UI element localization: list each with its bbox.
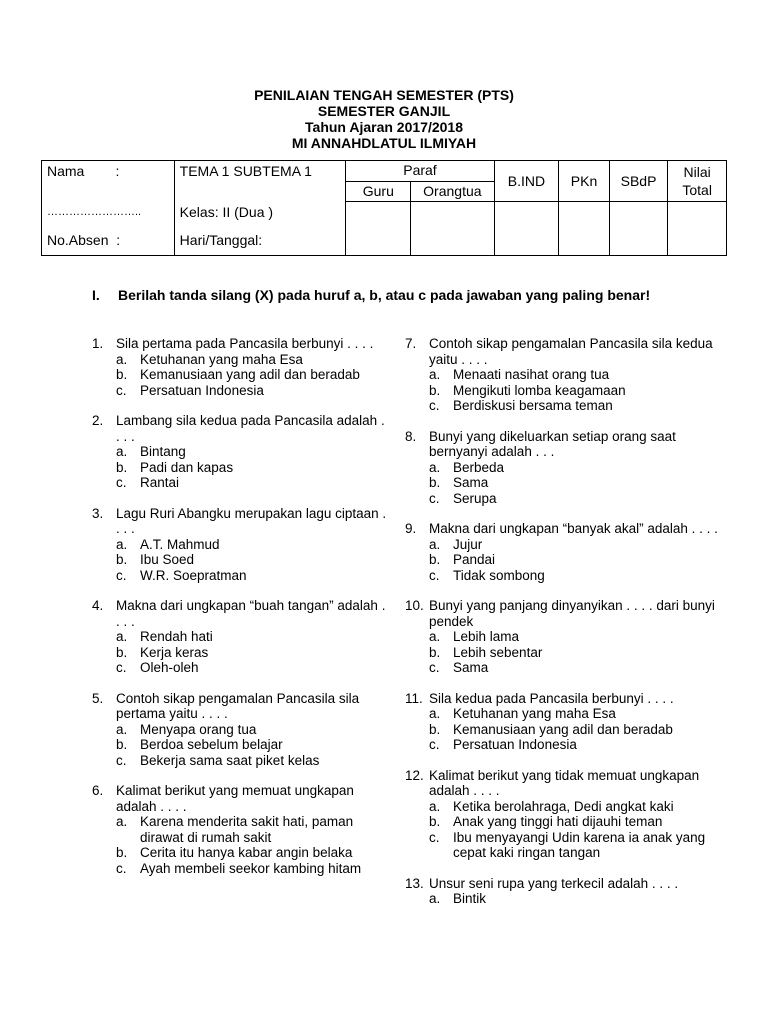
nama-dots: …………………….. (47, 205, 142, 218)
answer-option[interactable] (429, 383, 725, 399)
answer-option[interactable] (429, 830, 725, 861)
question-text: Bunyi yang dikeluarkan setiap orang saat bernyanyi adalah . . . (429, 428, 676, 459)
answer-option[interactable] (116, 737, 392, 753)
option-letter: b. (429, 721, 441, 737)
section-instruction (92, 287, 712, 304)
questions-left-column (92, 336, 392, 891)
hari-label: Hari/Tanggal: (179, 231, 263, 248)
answer-option[interactable] (429, 722, 725, 738)
question-item (405, 691, 725, 753)
question-number: 1. (92, 336, 104, 351)
answer-option[interactable] (116, 845, 392, 861)
question-number: 6. (92, 783, 104, 798)
answer-option[interactable] (116, 814, 392, 845)
sbdp-score-cell[interactable] (609, 202, 668, 256)
option-text: Serupa (453, 490, 497, 506)
question-number: 11. (405, 690, 423, 706)
option-letter: a. (429, 536, 441, 552)
question-text: Lambang sila kedua pada Pancasila adalah . . . . (116, 413, 385, 444)
option-text: Bekerja sama saat piket kelas (140, 752, 320, 768)
option-text: Jujur (453, 536, 483, 552)
option-letter: b. (429, 644, 441, 660)
guru-header: Guru (346, 181, 411, 202)
section-number: I. (92, 287, 100, 303)
option-text: A.T. Mahmud (140, 536, 220, 552)
option-text: Pandai (453, 552, 496, 567)
pkn-score-cell[interactable] (559, 202, 609, 256)
option-text: Ibu menyayangi Udin karena ia anak yang cepat kaki ringan tangan (453, 829, 706, 860)
pkn-header: PKn (559, 161, 609, 202)
option-letter: b. (429, 475, 441, 490)
option-letter: a. (116, 536, 128, 552)
question-number: 5. (92, 690, 104, 706)
option-text: Ibu Soed (140, 552, 195, 567)
answer-option[interactable] (116, 460, 392, 476)
option-text: Mengikuti lomba keagamaan (453, 382, 626, 398)
question-item (92, 598, 392, 676)
question-item (405, 598, 725, 676)
question-text: Kalimat berikut yang tidak memuat ungkapan adalah . . . . (429, 767, 700, 798)
answer-option[interactable] (429, 814, 725, 830)
answer-option[interactable] (429, 367, 725, 383)
option-text: Ketuhanan yang maha Esa (453, 706, 616, 721)
answer-option[interactable] (429, 568, 725, 584)
exam-title: PENILAIAN TENGAH SEMESTER (PTS) (254, 87, 514, 103)
option-letter: a. (429, 459, 441, 475)
question-number: 10. (405, 598, 424, 613)
option-letter: b. (116, 845, 128, 860)
answer-option[interactable] (429, 491, 725, 507)
option-text: Anak yang tinggi hati dijauhi teman (453, 814, 663, 829)
option-letter: b. (116, 459, 128, 475)
option-text: Kemanusiaan yang adil dan beradab (453, 721, 673, 737)
nama-label: Nama : (47, 163, 120, 179)
question-text: Makna dari ungkapan “buah tangan” adalah . . . . (116, 598, 386, 629)
nilai-label: Nilai (683, 164, 711, 180)
option-text: Sama (453, 475, 489, 490)
option-letter: c. (116, 382, 127, 398)
academic-year: Tahun Ajaran 2017/2018 (305, 119, 463, 135)
answer-option[interactable] (116, 645, 392, 661)
answer-option[interactable] (116, 629, 392, 645)
answer-option[interactable] (429, 645, 725, 661)
answer-option[interactable] (429, 660, 725, 676)
option-text: Kemanusiaan yang adil dan beradab (140, 367, 360, 382)
option-text: Sama (453, 660, 489, 675)
answer-option[interactable] (429, 799, 725, 815)
question-item (92, 691, 392, 769)
question-number: 2. (92, 413, 104, 428)
question-number: 8. (405, 428, 417, 444)
question-text: Bunyi yang panjang dinyanyikan . . . . dari bunyi pendek (429, 598, 715, 629)
answer-option[interactable] (429, 737, 725, 753)
question-number: 4. (92, 598, 104, 613)
question-item (92, 506, 392, 584)
answer-option[interactable] (116, 753, 392, 769)
option-letter: b. (116, 644, 128, 660)
option-text: Rantai (140, 475, 180, 490)
school-name: MI ANNAHDLATUL ILMIYAH (291, 135, 477, 151)
nama-cell (42, 161, 175, 202)
option-letter: a. (116, 629, 128, 644)
total-score-cell[interactable] (668, 202, 727, 256)
option-letter: b. (116, 552, 128, 567)
question-text: Contoh sikap pengamalan Pancasila sila kedua yaitu . . . . (429, 336, 713, 367)
option-text: W.R. Soepratman (140, 567, 247, 583)
answer-option[interactable] (116, 444, 392, 460)
option-letter: c. (116, 752, 127, 768)
option-text: Berdoa sebelum belajar (140, 737, 283, 752)
question-text: Lagu Ruri Abangku merupakan lagu ciptaan . . . . (116, 505, 387, 536)
option-text: Rendah hati (140, 629, 213, 644)
answer-option[interactable] (116, 722, 392, 738)
option-text: Ketika berolahraga, Dedi angkat kaki (453, 798, 674, 814)
answer-option[interactable] (116, 861, 392, 877)
answer-option[interactable] (429, 398, 725, 414)
option-letter: b. (429, 814, 441, 829)
question-item (92, 783, 392, 876)
question-text: Contoh sikap pengamalan Pancasila sila pertama yaitu . . . . (116, 690, 360, 721)
option-text: Tidak sombong (453, 567, 545, 583)
sbdp-header: SBdP (609, 161, 668, 202)
question-number: 9. (405, 521, 417, 536)
option-text: Lebih sebentar (453, 644, 543, 660)
answer-option[interactable] (116, 383, 392, 399)
question-number: 7. (405, 336, 417, 351)
instruction-text: Berilah tanda silang (X) pada huruf a, b, atau c pada jawaban yang paling benar! (118, 287, 651, 303)
option-letter: b. (429, 382, 441, 398)
option-letter: c. (429, 398, 440, 413)
answer-option[interactable] (429, 475, 725, 491)
option-text: Ayah membeli seekor kambing hitam (140, 860, 362, 876)
bind-score-cell[interactable] (494, 202, 559, 256)
option-letter: a. (429, 798, 441, 814)
option-text: Persatuan Indonesia (453, 737, 577, 752)
question-text: Kalimat berikut yang memuat ungkapan adalah . . . . (116, 783, 354, 814)
question-item (405, 521, 725, 583)
question-text: Sila kedua pada Pancasila berbunyi . . . . (429, 690, 674, 706)
option-text: Menaati nasihat orang tua (453, 367, 610, 382)
question-text: Makna dari ungkapan “banyak akal” adalah . . . . (429, 521, 718, 536)
question-text: Unsur seni rupa yang terkecil adalah . . . . (429, 875, 679, 891)
student-info-table (41, 160, 727, 256)
question-item (92, 413, 392, 491)
option-text: Berdiskusi bersama teman (453, 398, 613, 413)
answer-option[interactable] (429, 537, 725, 553)
option-letter: c. (116, 660, 127, 675)
option-text: Bintang (140, 444, 186, 459)
paraf-header: Paraf (346, 161, 494, 182)
tema-label: TEMA 1 SUBTEMA 1 (179, 163, 312, 179)
option-letter: c. (429, 737, 440, 752)
option-text: Oleh-oleh (140, 660, 199, 675)
answer-option[interactable] (116, 537, 392, 553)
kelas-label: Kelas: II (Dua ) (179, 203, 274, 220)
total-label: Total (682, 182, 712, 198)
option-letter: a. (116, 351, 128, 367)
option-letter: a. (116, 721, 128, 737)
option-letter: c. (429, 829, 440, 845)
option-letter: b. (116, 367, 128, 382)
option-letter: c. (429, 490, 440, 506)
orangtua-sign-cell[interactable] (411, 202, 494, 256)
question-item (92, 336, 392, 398)
question-number: 12. (405, 767, 424, 783)
question-number: 13. (405, 875, 424, 891)
answer-option[interactable] (429, 460, 725, 476)
option-letter: c. (116, 567, 127, 583)
option-letter: a. (116, 444, 128, 459)
question-item (405, 768, 725, 861)
option-text: Kerja keras (140, 644, 209, 660)
kelas-cell (174, 202, 346, 256)
question-text: Sila pertama pada Pancasila berbunyi . . . . (116, 336, 374, 351)
guru-sign-cell[interactable] (346, 202, 411, 256)
option-text: Cerita itu hanya kabar angin belaka (140, 845, 353, 860)
option-text: Karena menderita sakit hati, paman dirawat di rumah sakit (140, 814, 354, 845)
answer-option[interactable] (116, 352, 392, 368)
semester-title: SEMESTER GANJIL (317, 103, 451, 119)
answer-option[interactable] (116, 475, 392, 491)
option-letter: c. (116, 475, 127, 490)
option-text: Bintik (453, 891, 487, 906)
question-item (405, 429, 725, 507)
option-text: Lebih lama (453, 629, 520, 644)
option-text: Menyapa orang tua (140, 721, 257, 737)
option-text: Persatuan Indonesia (140, 382, 264, 398)
answer-option[interactable] (429, 706, 725, 722)
option-letter: a. (429, 367, 441, 382)
answer-option[interactable] (116, 568, 392, 584)
option-text: Ketuhanan yang maha Esa (140, 351, 303, 367)
orangtua-header: Orangtua (411, 181, 494, 202)
option-letter: c. (429, 660, 440, 675)
bind-header: B.IND (494, 161, 559, 202)
option-text: Padi dan kapas (140, 459, 234, 475)
question-item (405, 876, 725, 907)
questions-right-column (405, 336, 725, 922)
option-letter: a. (429, 629, 441, 644)
option-letter: a. (429, 891, 441, 906)
option-letter: a. (429, 706, 441, 721)
answer-option[interactable] (429, 629, 725, 645)
answer-option[interactable] (429, 891, 725, 907)
nama-input-cell (42, 202, 175, 256)
option-text: Berbeda (453, 459, 505, 475)
nilai-total-header (668, 161, 727, 202)
answer-option[interactable] (116, 660, 392, 676)
answer-option[interactable] (429, 552, 725, 568)
option-letter: b. (429, 552, 441, 567)
document-header (0, 87, 768, 151)
option-letter: a. (116, 814, 128, 829)
option-letter: c. (429, 567, 440, 583)
option-letter: b. (116, 737, 128, 752)
absen-label: No.Absen : (47, 231, 121, 248)
option-letter: c. (116, 860, 127, 876)
question-number: 3. (92, 505, 104, 521)
tema-cell (174, 161, 346, 202)
answer-option[interactable] (116, 552, 392, 568)
answer-option[interactable] (116, 367, 392, 383)
question-item (405, 336, 725, 414)
